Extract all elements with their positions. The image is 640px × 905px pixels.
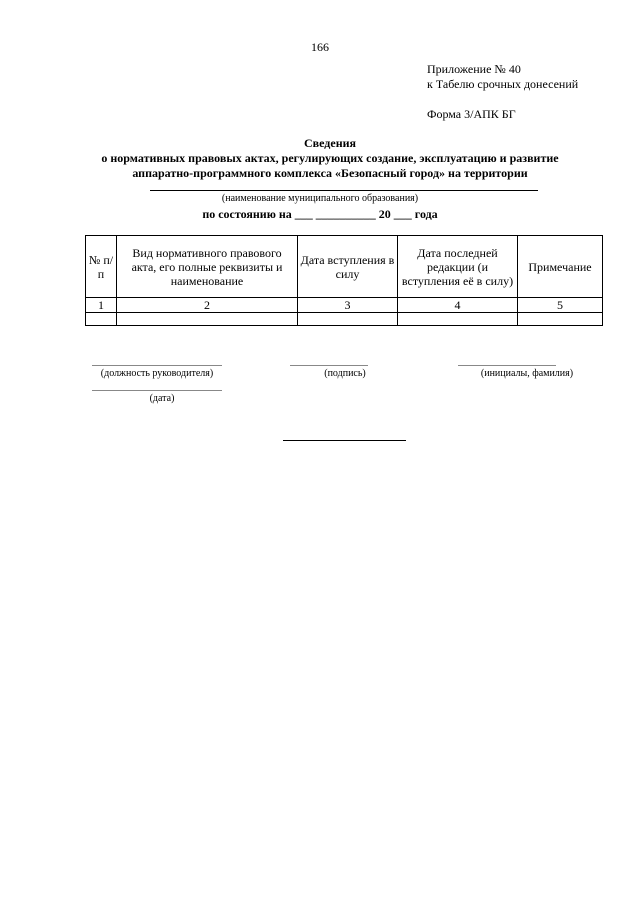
- column-number: 1: [86, 298, 117, 313]
- table-header-row: [86, 236, 603, 298]
- table-cell[interactable]: [117, 313, 298, 326]
- as-of-date-line: по состоянию на ___ __________ 20 ___ года: [202, 207, 438, 221]
- date-signature-line: [92, 390, 222, 391]
- header-number: № п/п: [86, 236, 117, 298]
- header-last-revision-date: Дата последней редакции (и вступления её в силу): [398, 236, 518, 298]
- table-cell[interactable]: [518, 313, 603, 326]
- date-caption: (дата): [149, 393, 175, 404]
- page-number: 166: [311, 40, 329, 54]
- title-line-2: о нормативных правовых актах, регулирующих создание, эксплуатацию и развитие: [101, 151, 559, 165]
- header-note: Примечание: [518, 236, 603, 298]
- table-cell[interactable]: [86, 313, 117, 326]
- column-number: 2: [117, 298, 298, 313]
- table-cell[interactable]: [298, 313, 398, 326]
- position-signature-line: [92, 365, 222, 366]
- column-number: 5: [518, 298, 603, 313]
- name-caption: (инициалы, фамилия): [480, 368, 574, 379]
- position-caption: (должность руководителя): [100, 368, 214, 379]
- appendix-note: [427, 62, 578, 92]
- report-table: [85, 235, 603, 326]
- column-number-row: [86, 298, 603, 313]
- table-cell[interactable]: [398, 313, 518, 326]
- title-line-1: Сведения: [303, 136, 357, 150]
- signature-line: [290, 365, 368, 366]
- column-number: 4: [398, 298, 518, 313]
- document-title: [60, 136, 600, 181]
- column-number: 3: [298, 298, 398, 313]
- header-act-type: Вид нормативного правового акта, его полные реквизиты и наименование: [117, 236, 298, 298]
- appendix-line-2: к Табелю срочных донесений: [427, 77, 579, 91]
- header-effective-date: Дата вступления в силу: [298, 236, 398, 298]
- name-signature-line: [458, 365, 556, 366]
- municipality-caption: (наименование муниципального образования): [221, 193, 419, 204]
- appendix-line-1: Приложение № 40: [427, 62, 521, 76]
- municipality-name-line: [150, 190, 538, 191]
- form-code: Форма 3/АПК БГ: [427, 107, 516, 121]
- table-row: [86, 313, 603, 326]
- closing-rule: [283, 440, 406, 441]
- signature-caption: (подпись): [324, 368, 366, 379]
- title-line-3: аппаратно-программного комплекса «Безопасный город» на территории: [132, 166, 528, 180]
